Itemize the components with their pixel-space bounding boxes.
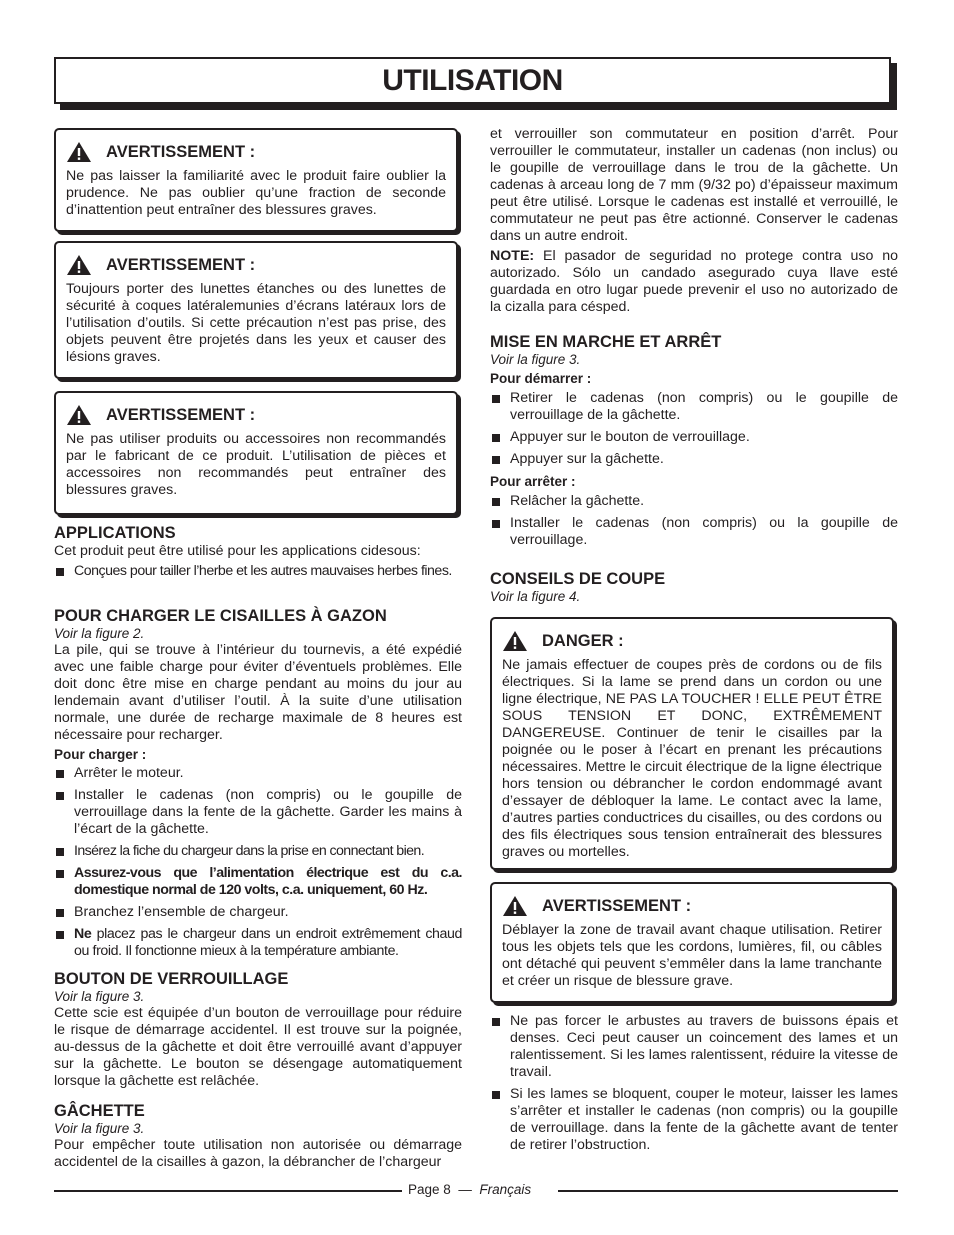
footer-rule-right (558, 1190, 898, 1192)
section-heading: BOUTON DE VERROUILLAGE (54, 970, 289, 988)
list-item: Appuyer sur la gâchette. (490, 451, 898, 468)
section-text: Pour empêcher toute utilisation non autorisée ou démarrage accidentel de la cisailles à gazon, la débrancher de l’chargeur (54, 1137, 462, 1170)
list-item: Relâcher la gâchette. (490, 493, 898, 510)
footer-language: Français (479, 1182, 532, 1197)
warning-box-1 (54, 128, 458, 232)
warning-text: Toujours porter des lunettes étanches ou des lunettes de sécurité à coques latéralemunies d’écrans latéraux lors de l’utilisation d’outils. Si cette précaution n’est pas prise, des objets peuvent être projetés dans les yeux et causer des lésions graves. (66, 281, 446, 365)
list-item: Ne pas forcer le arbustes au travers de buissons épais et denses. Ceci peut causer un coincement des lames et un ralentissement. Si les lames ralentissent, réduire la vitesse de travail. (490, 1013, 898, 1081)
charging-section (54, 607, 462, 965)
section-text: Cette scie est équipée d’un bouton de verrouillage pour réduire le risque de démarrage accidentel. Il est trouve sur la poignée, au-dessus de la gâchette et doit être verrouillé avant d’appuyer sur la gâchette. Le bouton se désengage automatiquement lorsque la gâchette est relâchée. (54, 1005, 462, 1089)
section-intro: Cet produit peut être utilisé pour les applications cidesous: (54, 543, 421, 559)
figure-reference: Voir la figure 4. (490, 589, 581, 604)
danger-text: Ne jamais effectuer de coupes près de cordons ou de fils électriques. Si la lame se prend dans un cordon ou une ligne électrique, NE PAS LA TOUCHER ! ELLE PEUT ÊTRE SOUS TENSION ET DONC, EXTRÊMEMENT DANGEREUSE. Continuer de tenir le cisailles par la poignée ou le poser à l’écart en prenant les précautions nécessaires. Mettre le circuit électrique de la ligne électrique hors tension ou débrancher le cordon endommagé avant d’essayer de débloquer la lame. Le contact avec la lame, d’autres parties conductrices du cisailles, ou des cordons ou des fils électriques sous tension entraînerait des blessures graves ou mortelles. (502, 657, 882, 860)
warning-triangle-icon (66, 254, 92, 276)
warning-label: AVERTISSEMENT : (106, 255, 256, 274)
list-item: Branchez l’ensemble de chargeur. (54, 904, 462, 921)
sub-heading: Pour charger : (54, 747, 147, 762)
note-text: NOTE: El pasador de seguridad no protege contra uso no autorizado. Sólo un candado asegurado cuya llave esté guardada en otro lugar puede prevenir el uso no autorizado de la cizalla para césped. (490, 248, 898, 315)
warning-triangle-icon (502, 630, 528, 652)
list-item: Appuyer sur le bouton de verrouillage. (490, 429, 898, 446)
page-footer (408, 1182, 531, 1197)
cutting-tips-list (490, 1013, 898, 1159)
section-heading: POUR CHARGER LE CISAILLES À GAZON (54, 607, 387, 625)
section-heading: GÂCHETTE (54, 1102, 145, 1120)
warning-text: Ne pas utiliser produits ou accessoires non recommandés par le fabricant de ce produit. L’utilisation de pièces et accessoires non recommandés peut entraîner des blessures graves. (66, 431, 446, 498)
list-item: Arrêter le moteur. (54, 765, 462, 782)
trigger-continued (490, 126, 898, 316)
section-heading: MISE EN MARCHE ET ARRÊT (490, 333, 722, 351)
section-text: La pile, qui se trouve à l’intérieur du tournevis, a été expédié avec une faible charge pour éviter d’éventuels problèmes. Elle doit donc être mise en charge pendant au moins du jour au lendemain avant d’utiliser l’outil. À la suite d’une utilisation normale, une durée de recharge maximale de 8 heures est nécessaire pour recharger. (54, 642, 462, 743)
figure-reference: Voir la figure 2. (54, 626, 145, 641)
warning-box-4 (490, 882, 894, 1003)
warning-triangle-icon (502, 895, 528, 917)
warning-triangle-icon (66, 404, 92, 426)
list-item: Assurez-vous que l’alimentation électrique est du c.a. domestique normal de 120 volts, c.a. uniquement, 60 Hz. (54, 865, 462, 899)
list-item: Insérez la fiche du chargeur dans la prise en connectant bien. (54, 843, 462, 860)
warning-triangle-icon (66, 141, 92, 163)
section-heading: CONSEILS DE COUPE (490, 570, 666, 588)
sub-heading: Pour démarrer : (490, 371, 592, 386)
list-item: Installer le cadenas (non compris) ou la goupille de verrouillage. (490, 515, 898, 549)
warning-label: AVERTISSEMENT : (542, 896, 692, 915)
warning-box-2 (54, 241, 458, 379)
list-item: Ne placez pas le chargeur dans un endroit extrêmement chaud ou froid. Il fonctionne mieux à la température ambiante. (54, 926, 462, 960)
onoff-section (490, 333, 898, 554)
warning-text: Déblayer la zone de travail avant chaque utilisation. Retirer tous les objets tels que les cordons, lumières, fil, ou câbles ont détaché qui peuvent s’emmêler dans la lame tranchante et créer un risque de blessure grave. (502, 922, 882, 989)
figure-reference: Voir la figure 3. (490, 352, 581, 367)
warning-label: AVERTISSEMENT : (106, 142, 256, 161)
sub-heading: Pour arrêter : (490, 474, 576, 489)
figure-reference: Voir la figure 3. (54, 1121, 145, 1136)
section-text: et verrouiller son commutateur en position d’arrêt. Pour verrouiller le commutateur, installer un cadenas (non inclus) ou le goupille de verrouillage dans le trou de la gâchette. Un cadenas à arceau long de 7 mm (9/32 po) d’épaisseur maximum peut être utilisé. Lorsque le cadenas est installé et verrouillé, le commutateur ne peut pas être actionné. Conserver le cadenas dans un autre endroit. (490, 126, 898, 244)
footer-dash: — (458, 1182, 472, 1197)
cutting-section (490, 570, 898, 605)
warning-box-3 (54, 391, 458, 515)
figure-reference: Voir la figure 3. (54, 989, 145, 1004)
page-number: Page 8 (408, 1182, 451, 1197)
section-heading: APPLICATIONS (54, 524, 176, 542)
danger-box (490, 617, 894, 870)
danger-label: DANGER : (542, 631, 624, 650)
title-banner (54, 57, 891, 104)
list-item: Si les lames se bloquent, couper le moteur, laisser les lames s’arrêter et installer le cadenas (non compris) ou la goupille de verrouillage. dans la fente de la gâchette avant de tenter de retirer l’obstruction. (490, 1086, 898, 1154)
footer-rule-left (54, 1190, 402, 1192)
trigger-section (54, 1102, 462, 1171)
warning-label: AVERTISSEMENT : (106, 405, 256, 424)
warning-text: Ne pas laisser la familiarité avec le produit faire oublier la prudence. Ne pas oublier qu’une fraction de seconde d’inattention peut entraîner des blessures graves. (66, 168, 446, 218)
list-item: Conçues pour tailler l’herbe et les autres mauvaises herbes fines. (54, 563, 462, 580)
list-item: Retirer le cadenas (non compris) ou le goupille de verrouillage de la gâchette. (490, 390, 898, 424)
applications-section (54, 524, 462, 585)
page-title: UTILISATION (382, 63, 563, 97)
lockout-section (54, 970, 462, 1090)
list-item: Installer le cadenas (non compris) ou le goupille de verrouillage dans la fente de la gâchette. Garder les mains à l’écart de la gâchette. (54, 787, 462, 838)
